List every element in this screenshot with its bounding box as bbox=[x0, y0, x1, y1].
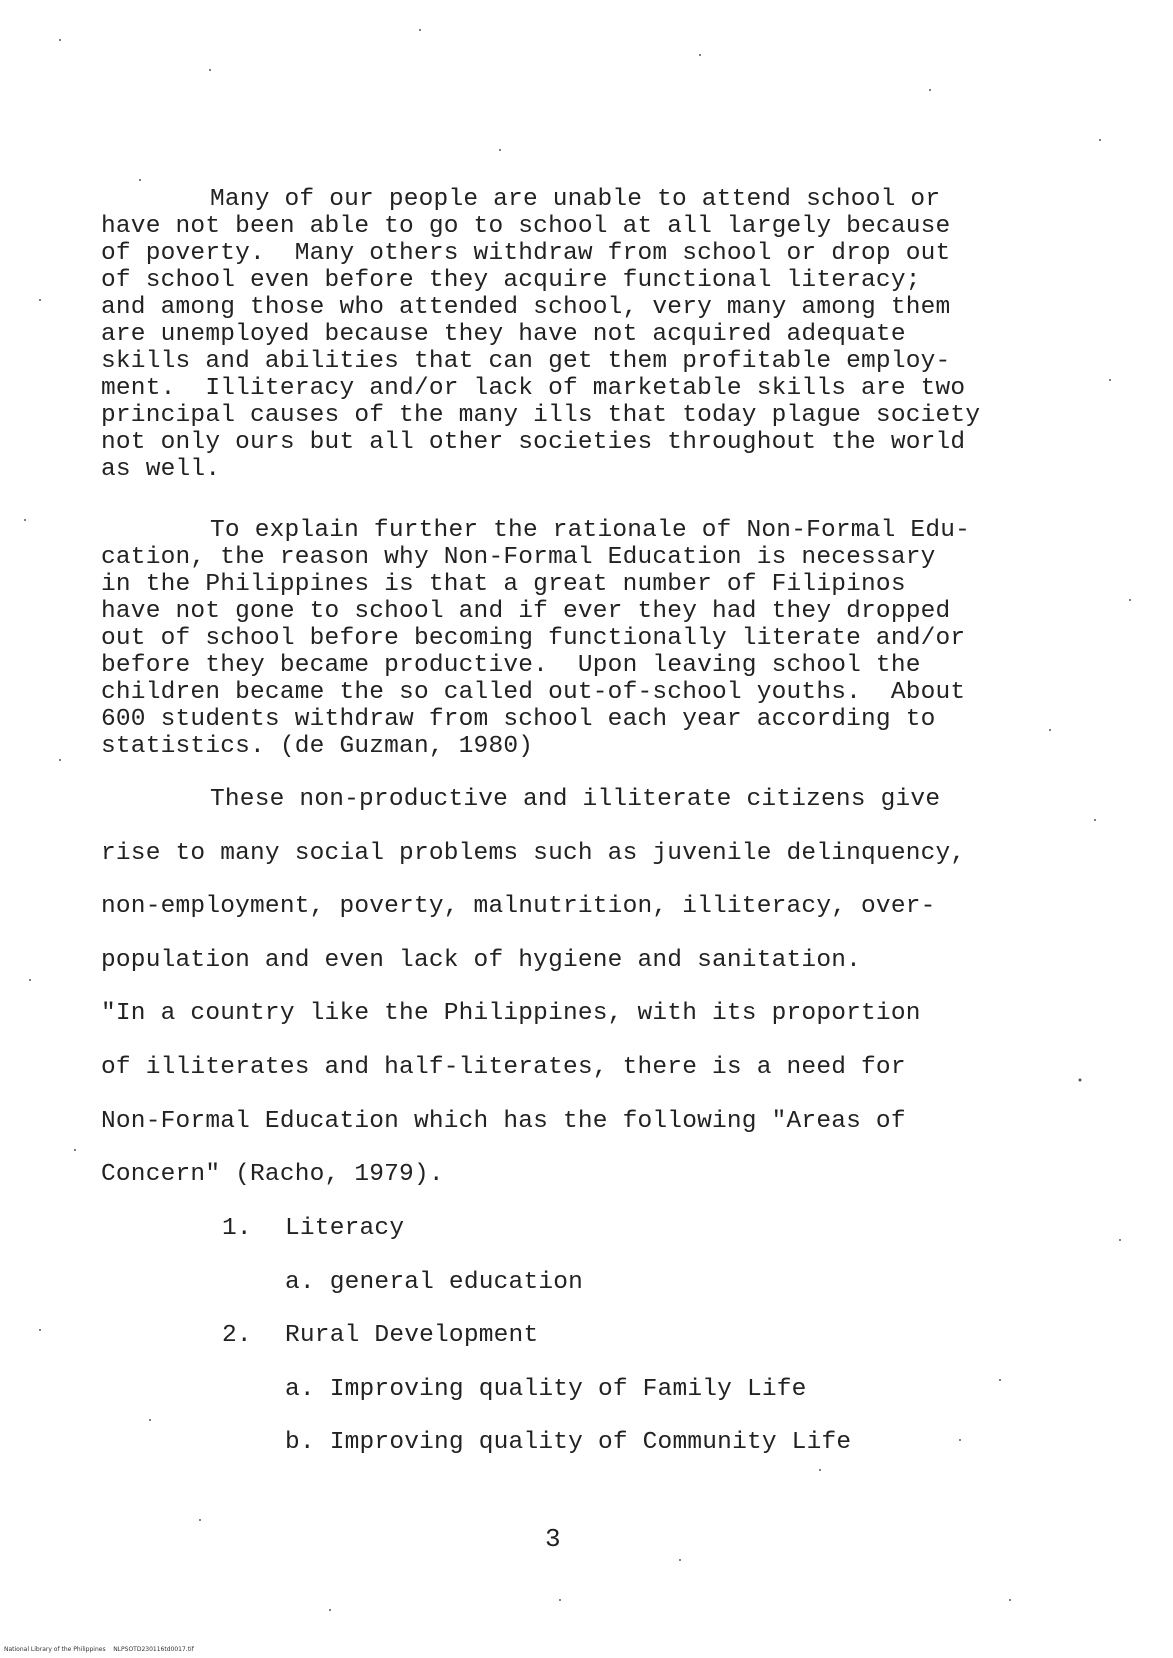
text-line: Non-Formal Education which has the following "Areas of bbox=[101, 1108, 906, 1135]
text-line: ment. Illiteracy and/or lack of marketable skills are two bbox=[101, 375, 966, 402]
list-item-title: Rural Development bbox=[285, 1322, 539, 1349]
text-line: in the Philippines is that a great number of Filipinos bbox=[101, 571, 906, 598]
text-line: as well. bbox=[101, 456, 221, 483]
text-line: skills and abilities that can get them profitable employ- bbox=[101, 348, 951, 375]
text-line: and among those who attended school, very many among them bbox=[101, 294, 951, 321]
list-item-title: Literacy bbox=[285, 1215, 405, 1242]
list-item-number: 1. bbox=[222, 1215, 252, 1242]
text-line: of school even before they acquire functional literacy; bbox=[101, 267, 921, 294]
text-line: of poverty. Many others withdraw from school or drop out bbox=[101, 240, 951, 267]
list-subitem: a. general education bbox=[285, 1269, 584, 1296]
text-line: not only ours but all other societies throughout the world bbox=[101, 429, 966, 456]
text-line: statistics. (de Guzman, 1980) bbox=[101, 733, 534, 760]
text-line: population and even lack of hygiene and sanitation. bbox=[101, 947, 862, 974]
text-line: are unemployed because they have not acquired adequate bbox=[101, 321, 906, 348]
text-line: rise to many social problems such as juvenile delinquency, bbox=[101, 840, 966, 867]
archive-footer: National Library of the Philippines NLPSOTD230116td0017.tif bbox=[4, 1646, 194, 1653]
page-number: 3 bbox=[545, 1524, 561, 1554]
list-item-number: 2. bbox=[222, 1322, 252, 1349]
text-line: out of school before becoming functionally literate and/or bbox=[101, 625, 966, 652]
text-line: To explain further the rationale of Non-Formal Edu- bbox=[210, 517, 971, 544]
list-subitem: a. Improving quality of Family Life bbox=[285, 1376, 807, 1403]
text-line: "In a country like the Philippines, with its proportion bbox=[101, 1000, 921, 1027]
text-line: non-employment, poverty, malnutrition, illiteracy, over- bbox=[101, 893, 936, 920]
text-line: have not been able to go to school at all largely because bbox=[101, 213, 951, 240]
text-line: These non-productive and illiterate citizens give bbox=[210, 786, 941, 813]
text-line: Many of our people are unable to attend school or bbox=[210, 186, 941, 213]
text-line: children became the so called out-of-school youths. About bbox=[101, 679, 966, 706]
text-line: of illiterates and half-literates, there is a need for bbox=[101, 1054, 906, 1081]
text-line: Concern" (Racho, 1979). bbox=[101, 1161, 444, 1188]
text-line: have not gone to school and if ever they had they dropped bbox=[101, 598, 951, 625]
list-subitem: b. Improving quality of Community Life bbox=[285, 1429, 852, 1456]
text-line: principal causes of the many ills that today plague society bbox=[101, 402, 981, 429]
text-line: cation, the reason why Non-Formal Education is necessary bbox=[101, 544, 936, 571]
text-line: before they became productive. Upon leaving school the bbox=[101, 652, 921, 679]
text-line: 600 students withdraw from school each year according to bbox=[101, 706, 936, 733]
